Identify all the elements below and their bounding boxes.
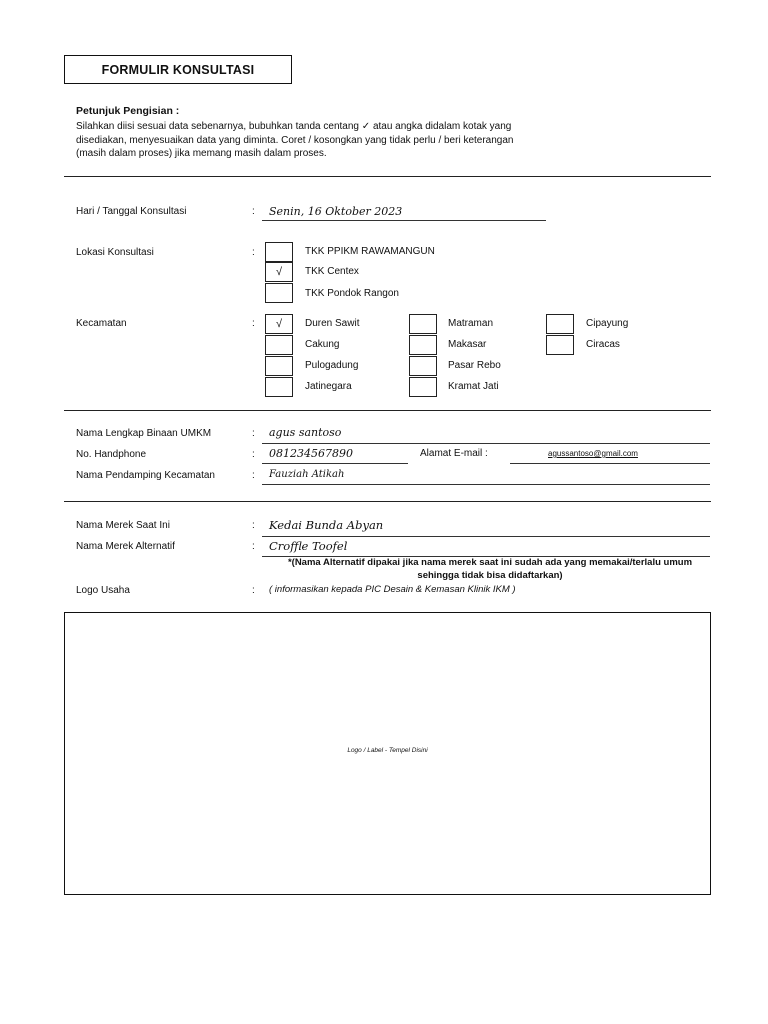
location-label: Lokasi Konsultasi (76, 247, 154, 258)
colon: : (252, 449, 255, 460)
check-mark-icon: ✓ (361, 121, 371, 132)
brand-current-field[interactable]: Kedai Bunda Abyan (269, 518, 384, 532)
colon: : (252, 520, 255, 531)
location-checkbox-ppikm[interactable] (265, 242, 293, 262)
district-label-pulogadung: Pulogadung (305, 360, 359, 371)
name-underline (262, 443, 710, 444)
district-label-jatinegara: Jatinegara (305, 381, 352, 392)
logo-area-hint: Logo / Label - Tempel Disini (347, 747, 428, 754)
district-checkbox-kramat-jati[interactable] (409, 377, 437, 397)
date-underline (262, 220, 546, 221)
location-checkbox-pondok-rangon[interactable] (265, 283, 293, 303)
location-checkbox-centex[interactable]: √ (265, 262, 293, 282)
district-label-duren-sawit: Duren Sawit (305, 318, 360, 329)
email-label: Alamat E-mail : (420, 448, 488, 459)
district-checkbox-cakung[interactable] (265, 335, 293, 355)
district-label-pasar-rebo: Pasar Rebo (448, 360, 501, 371)
name-field[interactable]: agus santoso (269, 426, 342, 439)
companion-label: Nama Pendamping Kecamatan (76, 470, 215, 481)
district-checkbox-ciracas[interactable] (546, 335, 574, 355)
companion-field[interactable]: Fauziah Atikah (269, 469, 345, 480)
instructions-title: Petunjuk Pengisian : (76, 105, 180, 117)
brand-alt-label: Nama Merek Alternatif (76, 541, 175, 552)
district-label-kramat-jati: Kramat Jati (448, 381, 499, 392)
companion-underline (262, 484, 710, 485)
phone-underline (262, 463, 408, 464)
instructions-text-b: atau angka didalam kotak yang disediakan, menyesuaikan data yang diminta. Coret / kosongkan yang tidak perlu / beri keterangan (masih dalam proses) jika memang masih dalam proses. (76, 121, 514, 159)
location-label-pondok-rangon: TKK Pondok Rangon (305, 288, 399, 299)
colon: : (252, 585, 255, 596)
form-title: FORMULIR KONSULTASI (64, 55, 292, 84)
district-label-ciracas: Ciracas (586, 339, 620, 350)
district-checkbox-pulogadung[interactable] (265, 356, 293, 376)
colon: : (252, 428, 255, 439)
district-checkbox-pasar-rebo[interactable] (409, 356, 437, 376)
district-checkbox-makasar[interactable] (409, 335, 437, 355)
district-checkbox-matraman[interactable] (409, 314, 437, 334)
colon: : (252, 206, 255, 217)
district-checkbox-duren-sawit[interactable]: √ (265, 314, 293, 334)
district-checkbox-cipayung[interactable] (546, 314, 574, 334)
district-label: Kecamatan (76, 318, 127, 329)
logo-info-text: ( informasikan kepada PIC Desain & Kemasan Klinik IKM ) (269, 584, 516, 595)
phone-label: No. Handphone (76, 449, 147, 460)
email-field[interactable]: agussantoso@gmail.com (548, 449, 638, 458)
phone-field[interactable]: 081234567890 (269, 447, 353, 460)
district-label-cakung: Cakung (305, 339, 340, 350)
instructions-text (76, 120, 546, 161)
location-label-centex: TKK Centex (305, 266, 359, 277)
brand-alt-note: *(Nama Alternatif dipakai jika nama merek saat ini sudah ada yang memakai/terlalu umum sehingga tidak bisa didaftarkan) (287, 557, 693, 581)
district-label-makasar: Makasar (448, 339, 487, 350)
instructions-text-a: Silahkan diisi sesuai data sebenarnya, bubuhkan tanda centang (76, 121, 359, 132)
section-divider (64, 501, 711, 502)
colon: : (252, 541, 255, 552)
brand-current-underline (262, 536, 710, 537)
colon: : (252, 318, 255, 329)
date-field[interactable]: Senin, 16 Oktober 2023 (269, 205, 403, 218)
logo-label: Logo Usaha (76, 585, 130, 596)
email-underline (510, 463, 710, 464)
district-checkbox-jatinegara[interactable] (265, 377, 293, 397)
location-label-ppikm: TKK PPIKM RAWAMANGUN (305, 246, 435, 257)
district-label-matraman: Matraman (448, 318, 494, 329)
section-divider (64, 176, 711, 177)
colon: : (252, 470, 255, 481)
brand-current-label: Nama Merek Saat Ini (76, 520, 170, 531)
name-label: Nama Lengkap Binaan UMKM (76, 428, 212, 439)
section-divider (64, 410, 711, 411)
date-label: Hari / Tanggal Konsultasi (76, 206, 187, 217)
brand-alt-field[interactable]: Croffle Toofel (269, 539, 348, 553)
district-label-cipayung: Cipayung (586, 318, 629, 329)
colon: : (252, 247, 255, 258)
